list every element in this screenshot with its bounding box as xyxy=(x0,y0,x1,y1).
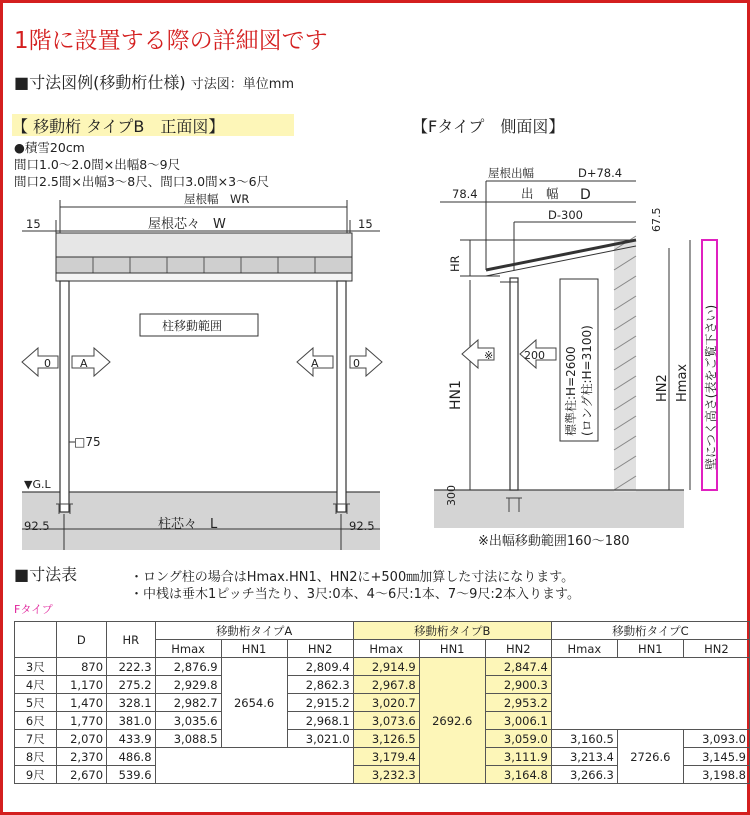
dim-d300: D-300 xyxy=(548,208,583,222)
b-hmax-header: Hmax xyxy=(353,640,419,658)
row-b-hn2: 3,006.1 xyxy=(485,712,551,730)
dim-15-left: 15 xyxy=(26,217,41,231)
row-hr: 486.8 xyxy=(107,748,156,766)
row-a-hmax: 3,088.5 xyxy=(155,730,221,748)
b-hn2-header: HN2 xyxy=(485,640,551,658)
row-d: 2,070 xyxy=(56,730,106,748)
dim-15-right: 15 xyxy=(358,217,373,231)
dim-925-left: 92.5 xyxy=(24,519,50,533)
row-hr: 328.1 xyxy=(107,694,156,712)
table-notes xyxy=(130,569,580,603)
roof-under xyxy=(486,246,636,276)
front-view-header: 【 移動桁 タイプB 正面図】 xyxy=(12,114,294,136)
dims-section-label: ■寸法図例(移動桁仕様) xyxy=(14,73,186,92)
row-c-hmax: 3,213.4 xyxy=(551,748,617,766)
row-a-hmax: 3,035.6 xyxy=(155,712,221,730)
c-hn1-value: 2726.6 xyxy=(617,730,683,784)
row-d: 870 xyxy=(56,658,106,676)
table-row xyxy=(15,658,750,676)
b-hn1-header: HN1 xyxy=(419,640,485,658)
row-d: 1,470 xyxy=(56,694,106,712)
hmax-label: Hmax xyxy=(675,363,690,402)
row-a-hmax: 2,876.9 xyxy=(155,658,221,676)
dim-675: 67.5 xyxy=(650,207,663,232)
row-hr: 539.6 xyxy=(107,766,156,784)
side-view-header: 【Fタイプ 側面図】 xyxy=(412,117,565,136)
range-note: ※出幅移動範囲160〜180 xyxy=(478,534,630,549)
row-c-hmax: 3,266.3 xyxy=(551,766,617,784)
row-a-hmax: 2,982.7 xyxy=(155,694,221,712)
row-a-hn2: 2,915.2 xyxy=(287,694,353,712)
row-c-hn2: 3,145.9 xyxy=(683,748,749,766)
row-hr: 381.0 xyxy=(107,712,156,730)
row-size: 6尺 xyxy=(15,712,57,730)
size-note-2: 間口2.5間×出幅3〜8尺、間口3.0間×3〜6尺 xyxy=(14,174,270,189)
dim-200: 200 xyxy=(524,349,545,362)
row-b-hmax: 3,020.7 xyxy=(353,694,419,712)
a-hn2-header: HN2 xyxy=(287,640,353,658)
row-c-hmax: 3,160.5 xyxy=(551,730,617,748)
row-d: 1,770 xyxy=(56,712,106,730)
row-size: 7尺 xyxy=(15,730,57,748)
gl-label: ▼G.L xyxy=(24,478,51,491)
dim-925-right: 92.5 xyxy=(349,519,375,533)
left-arrow-0-label: 0 xyxy=(44,357,51,370)
right-arrow-a-label: A xyxy=(311,357,319,370)
a-empty-block xyxy=(155,748,353,784)
row-b-hn2: 3,111.9 xyxy=(485,748,551,766)
table-note-1: ・ロング柱の場合はHmax.HN1、HN2に+500㎜加算した寸法になります。 xyxy=(130,570,575,585)
a-hn1-value: 2654.6 xyxy=(221,658,287,748)
post-long-label: (ロング柱:H=3100) xyxy=(580,325,594,436)
side-arrow-mark: ※ xyxy=(484,349,494,362)
unit-note: 寸法図：単位mm xyxy=(190,77,295,92)
row-size: 9尺 xyxy=(15,766,57,784)
table-section-title: ■寸法表 xyxy=(14,565,78,584)
hn1-label: HN1 xyxy=(448,380,464,410)
row-b-hmax: 3,179.4 xyxy=(353,748,419,766)
row-a-hn2: 2,809.4 xyxy=(287,658,353,676)
snow-note: ●積雪20cm xyxy=(14,140,85,155)
a-hmax-header: Hmax xyxy=(155,640,221,658)
depth-label: 出 幅 xyxy=(521,186,559,201)
side-post xyxy=(510,278,518,490)
row-d: 2,670 xyxy=(56,766,106,784)
row-d: 2,370 xyxy=(56,748,106,766)
row-hr: 275.2 xyxy=(107,676,156,694)
row-size: 3尺 xyxy=(15,658,57,676)
roof-core-label: 屋根芯々 W xyxy=(148,217,226,232)
row-hr: 433.9 xyxy=(107,730,156,748)
depth-d-label: D xyxy=(580,187,591,203)
row-hr: 222.3 xyxy=(107,658,156,676)
row-a-hmax: 2,929.8 xyxy=(155,676,221,694)
eave-d-label: D+78.4 xyxy=(578,166,623,180)
row-a-hn2: 2,862.3 xyxy=(287,676,353,694)
post-move-range-label: 柱移動範囲 xyxy=(162,319,223,333)
row-b-hmax: 3,126.5 xyxy=(353,730,419,748)
post-core-label: 柱芯々 L xyxy=(158,517,218,532)
table-row xyxy=(15,730,750,748)
post-size-label: □75 xyxy=(74,435,101,449)
row-c-hn2: 3,093.0 xyxy=(683,730,749,748)
eave-width-label: 屋根出幅 xyxy=(488,166,534,180)
row-size: 5尺 xyxy=(15,694,57,712)
a-hn1-header: HN1 xyxy=(221,640,287,658)
dim-300: 300 xyxy=(445,485,458,506)
roof-slope xyxy=(486,240,636,270)
group-a-header: 移動桁タイプA xyxy=(155,622,353,640)
row-size: 4尺 xyxy=(15,676,57,694)
row-size: 8尺 xyxy=(15,748,57,766)
hn2-label: HN2 xyxy=(655,374,670,402)
side-ground xyxy=(434,490,684,528)
c-hmax-header: Hmax xyxy=(551,640,617,658)
row-b-hmax: 2,914.9 xyxy=(353,658,419,676)
row-a-hn2: 2,968.1 xyxy=(287,712,353,730)
size-col-header xyxy=(15,622,57,658)
row-b-hmax: 3,232.3 xyxy=(353,766,419,784)
table-note-2: ・中桟は垂木1ピッチ当たり、3尺:0本、4〜6尺:1本、7〜9尺:2本入ります。 xyxy=(130,587,581,602)
hr-label: HR xyxy=(448,255,462,272)
group-b-header: 移動桁タイプB xyxy=(353,622,551,640)
row-b-hn2: 2,900.3 xyxy=(485,676,551,694)
type-label: Fタイプ xyxy=(14,603,53,616)
left-arrow-a-label: A xyxy=(80,357,88,370)
d-col-header: D xyxy=(56,622,106,658)
row-a-hn2: 3,021.0 xyxy=(287,730,353,748)
table-header-row-1 xyxy=(15,622,750,640)
page-title: 1階に設置する際の詳細図です xyxy=(14,28,328,54)
row-b-hn2: 2,953.2 xyxy=(485,694,551,712)
row-b-hmax: 3,073.6 xyxy=(353,712,419,730)
b-hn1-value: 2692.6 xyxy=(419,658,485,784)
post-std-label: 標準柱:H=2600 xyxy=(564,346,578,436)
dim-784: 78.4 xyxy=(452,187,478,201)
row-c-hn2: 3,198.8 xyxy=(683,766,749,784)
group-c-header: 移動桁タイプC xyxy=(551,622,749,640)
c-hn1-header: HN1 xyxy=(617,640,683,658)
wall-height-note: 壁につく高さ(表をご覧下さい) xyxy=(704,304,718,470)
right-arrow-0-label: 0 xyxy=(353,357,360,370)
row-b-hn2: 2,847.4 xyxy=(485,658,551,676)
c-empty-block xyxy=(551,658,749,730)
hr-col-header: HR xyxy=(107,622,156,658)
row-b-hn2: 3,059.0 xyxy=(485,730,551,748)
dimension-table xyxy=(14,621,750,784)
c-hn2-header: HN2 xyxy=(683,640,749,658)
row-b-hn2: 3,164.8 xyxy=(485,766,551,784)
row-d: 1,170 xyxy=(56,676,106,694)
size-note-1: 間口1.0〜2.0間×出幅8〜9尺 xyxy=(14,157,181,172)
roof-width-label: 屋根幅 WR xyxy=(184,192,250,206)
row-b-hmax: 2,967.8 xyxy=(353,676,419,694)
